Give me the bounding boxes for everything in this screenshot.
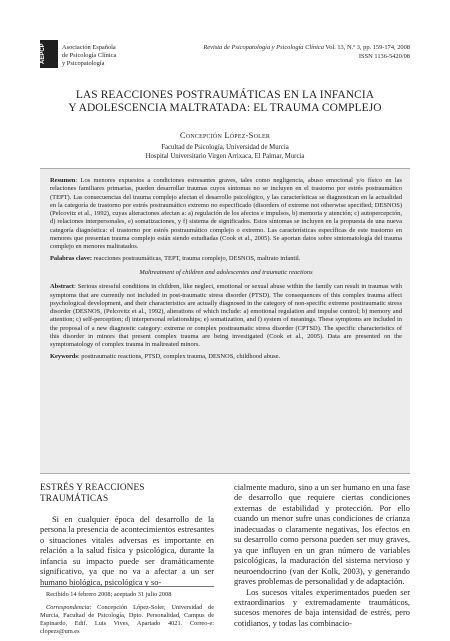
english-title: Maltreatment of children and adolescentes and traumatic reactions bbox=[139, 268, 313, 276]
abstract-text: : Serious stressful conditions in children, like neglect, emotional or sexual abuse within the family can result in traumas with symptoms that are currently not included in post-traumatic stress disorder (PTSD). The consequences of this complex trauma affect psychological development, and their characteristics are actually diagnosed in the category of non-specific extreme posttraumatic stress disorder (DESNOS, (Pelcovitz et al., 1992), alterations of which include: a) emotional regulation and impulse control; b) memory and attention; c) self-perception; d) interpersonal relationships; e) somatization, and f) system of meanings. These symptoms are included in the proposal of a new diagnostic category: extreme or complex posttraumatic stress disorder (CPTSD). The specific characteristics of this disorder in minors that present complex trauma are being investigated (Cook et al., 2005). Data are presented on the symptomatology of complex trauma in maltreated minors. bbox=[50, 283, 402, 349]
body-column-left bbox=[40, 483, 214, 588]
abstract-label: Abstract bbox=[50, 283, 74, 291]
association-name bbox=[62, 44, 142, 68]
resumen-text: : Los menores expuestos a condiciones estresantes graves, tales como negligencia, abuso emocional y/o físico en las relaciones familiares primarias, pueden desarrollar traumas cuyos síntomas no se incluyen en el trastorno por estrés postraumático (TEPT). Las consecuencias del trauma complejo afectan el desarrollo psicológico, y las características se diagnostican en la actualidad en la categoría de trastorno por estrés postraumático extremo no especificado (disorders of extreme not otherwise specified; DESNOS) (Pelcovitz et al., 1992), cuyas alteraciones afectan a: a) regulación de los afectos e impulsos, b) memoria y atención; c) autopercepción, d) relaciones interpersonales, e) somatizaciones, y f) sistema de significados. Estos síntomas se incluyen en la propuesta de una nueva categoría diagnóstica: el trastorno por estrés postraumático complejo o extremo. Las características específicas de este trastorno en menores que presentan trauma complejo están siendo estudiadas (Cook et al., 2005). Se aportan datos sobre sintomatología del trauma complejo en menores maltratados. bbox=[50, 177, 402, 251]
journal-volume: Vol. 13, N.º 3, pp. 159-174, 2008 bbox=[323, 44, 410, 51]
keywords-label: Keywords bbox=[50, 352, 78, 360]
section-heading: ESTRÉS Y REACCIONES TRAUMÁTICAS bbox=[40, 483, 145, 504]
journal-issn: ISSN 1136-5420/08 bbox=[358, 52, 410, 60]
article-title bbox=[40, 89, 410, 115]
article-title-line2: Y ADOLESCENCIA MALTRATADA: EL TRAUMA COMPLEJO bbox=[68, 102, 382, 115]
correspondence-label: Correspondencia bbox=[46, 604, 90, 611]
palabras-clave-text: reacciones postraumáticas, TEPT, trauma complejo, DESNOS, maltrato infantil. bbox=[92, 254, 301, 262]
affiliation-line2: Hospital Universitario Virgen Arrixaca, El Palmar, Murcia bbox=[145, 153, 305, 160]
body-paragraph-left: Si en cualquier época del desarrollo de la persona la presencia de acontecimientos estresantes o situaciones vitales adversas es importante en relación a la salud física y psicológica, durante la infancia su impacto puede ser dramáticamente significativo, ya que no va a afectar a un ser humano biológica, psicológica y so- bbox=[40, 515, 214, 587]
association-name-line2: de Psicología Clínica bbox=[62, 52, 117, 59]
journal-name: Revista de Psicopatología y Psicología Clínica bbox=[203, 44, 324, 51]
footnote-divider bbox=[40, 586, 214, 587]
abstract-box bbox=[40, 168, 410, 474]
article-author bbox=[40, 130, 410, 140]
keywords-text: : posttraumatic reactions, PTSD, complex trauma, DESNOS, childhood abuse. bbox=[77, 352, 281, 360]
article-title-line1: LAS REACCIONES POSTRAUMÁTICAS EN LA INFANCIA bbox=[75, 89, 375, 101]
association-logo: AEPCP bbox=[40, 40, 58, 68]
received-date: Recibido 14 febrero 2008; aceptado 31 julio 2008 bbox=[46, 591, 172, 598]
palabras-clave bbox=[50, 255, 402, 263]
affiliation-line1: Facultad de Psicología, Universidad de Murcia bbox=[161, 144, 289, 151]
resumen-label: Resumen bbox=[50, 177, 76, 184]
abstract-paragraph bbox=[50, 283, 402, 349]
correspondence-text: : Concepción López-Soler, Universidad de Murcia, Facultad de Psicología, Dpto. Personalidad, Campus de Espinardo, Edif. Luis Vives, Apartado 4021. Correo-e: clopezs@um.es bbox=[40, 604, 214, 635]
author-affiliation bbox=[40, 143, 410, 161]
body-paragraph-right-2: Los sucesos vitales experimentados pueden ser extraordinarios y extremadamente traumáticos, sucesos menores de baja intensidad de estrés, pero cotidianos, y todas las combinacio- bbox=[234, 587, 410, 628]
palabras-clave-label: Palabras clave: bbox=[50, 254, 93, 262]
association-name-line3: y Psicopatología bbox=[62, 60, 105, 67]
body-column-right bbox=[234, 483, 410, 629]
resumen-paragraph bbox=[50, 177, 402, 252]
correspondence bbox=[40, 604, 214, 636]
footnote bbox=[40, 591, 214, 641]
journal-citation bbox=[170, 44, 410, 61]
author-name: Concepción López-Soler bbox=[179, 130, 271, 140]
body-paragraph-right-1: cialmente maduro, sino a un ser humano en una fase de desarrollo que requiere ciertas condiciones externas de estabilidad y protección. Por ello cuando un menor sufre unas condiciones de crianza inadecuadas o claramente negativas, los efectos en su desarrollo como persona pueden ser muy graves, ya que influyen en un gran número de variables psicológicas, la maduración del sistema nervioso y neuroendocrino (van der Kolk, 2003), y generando graves problemas de personalidad y de adaptación. bbox=[234, 483, 410, 587]
keywords bbox=[50, 353, 402, 361]
association-name-line1: Asociación Española bbox=[62, 44, 116, 51]
